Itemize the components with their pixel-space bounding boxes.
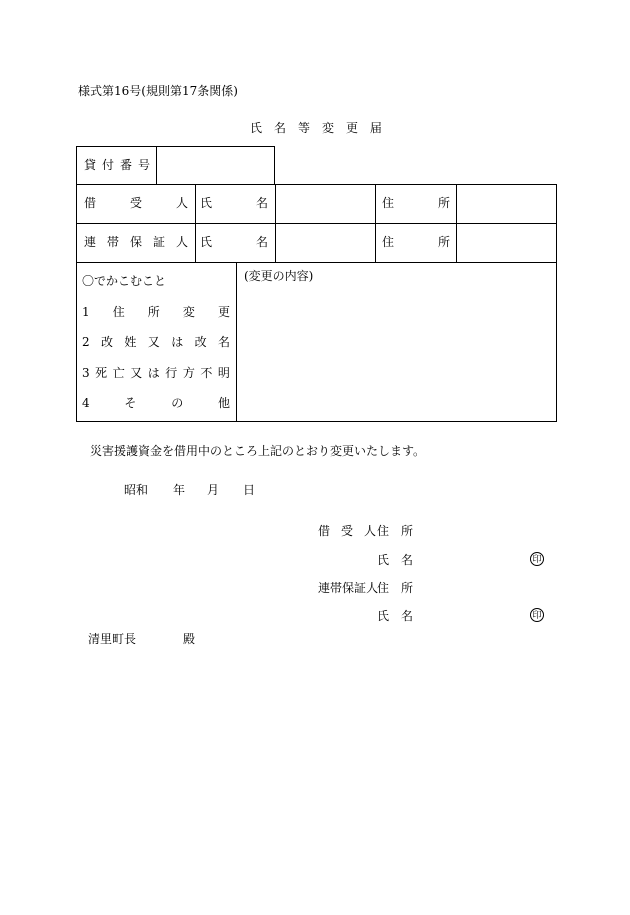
address-label-text: 住 所 [382,196,450,210]
guarantor-name-label [200,236,268,248]
sig-borrower-text: 借 受 人 [318,524,376,538]
sig-guarantor-label [318,581,379,595]
title-text: 氏 名 等 変 更 届 [250,121,382,135]
date-month: 月 [207,483,220,497]
borrower-label [84,197,188,209]
name-label-text: 氏 名 [200,235,268,249]
borrower-name-label [200,197,268,209]
guarantor-address-label [382,236,450,248]
option-death-missing[interactable] [82,367,230,379]
loan-number-label-text: 貸 付 番 号 [84,158,150,172]
date-year: 年 [173,483,186,497]
name-label-text: 氏 名 [377,609,413,623]
option-text: 1 住 所 変 更 [82,305,230,319]
statement: 災害援護資金を借用中のところ上記のとおり変更いたします。 [90,444,426,458]
option-text: 2 改 姓 又 は 改 名 [82,335,230,349]
seal-icon: 印 [530,552,544,566]
guarantor-label [84,236,188,248]
address-label-text: 住 所 [377,581,413,595]
name-label-text: 氏 名 [200,196,268,210]
borrower-address-label [382,197,450,209]
sig-guarantor-text: 連 帯 保 証 人 [318,581,379,595]
date-day: 日 [243,483,256,497]
page-title [250,122,382,134]
date-era: 昭和 [124,483,149,497]
option-other[interactable] [82,397,230,409]
loan-number-label [84,159,150,171]
seal-icon: 印 [530,608,544,622]
option-name-change[interactable] [82,336,230,348]
option-text: 3 死 亡 又 は 行 方 不 明 [82,366,230,380]
circle-instruction: 〇でかこむこと [82,274,167,288]
sig-guarantor-name-label [377,610,413,622]
name-label-text: 氏 名 [377,553,413,567]
form-number: 様式第16号(規則第17条関係) [78,84,238,98]
option-address-change[interactable] [82,306,230,318]
guarantor-label-text: 連 帯 保 証 人 [84,235,188,249]
option-text: 4 そ の 他 [82,396,230,410]
change-content-field[interactable] [244,290,550,416]
address-label-text: 住 所 [382,235,450,249]
sig-guarantor-address-label [377,582,413,594]
sig-borrower-label [318,525,376,537]
address-label-text: 住 所 [377,524,413,538]
addressee-name: 清里町長 [88,632,137,646]
sig-borrower-address-label [377,525,413,537]
addressee-honorific: 殿 [183,632,196,646]
borrower-label-text: 借 受 人 [84,196,188,210]
change-content-label: (変更の内容) [244,269,314,283]
sig-borrower-name-label [377,554,413,566]
